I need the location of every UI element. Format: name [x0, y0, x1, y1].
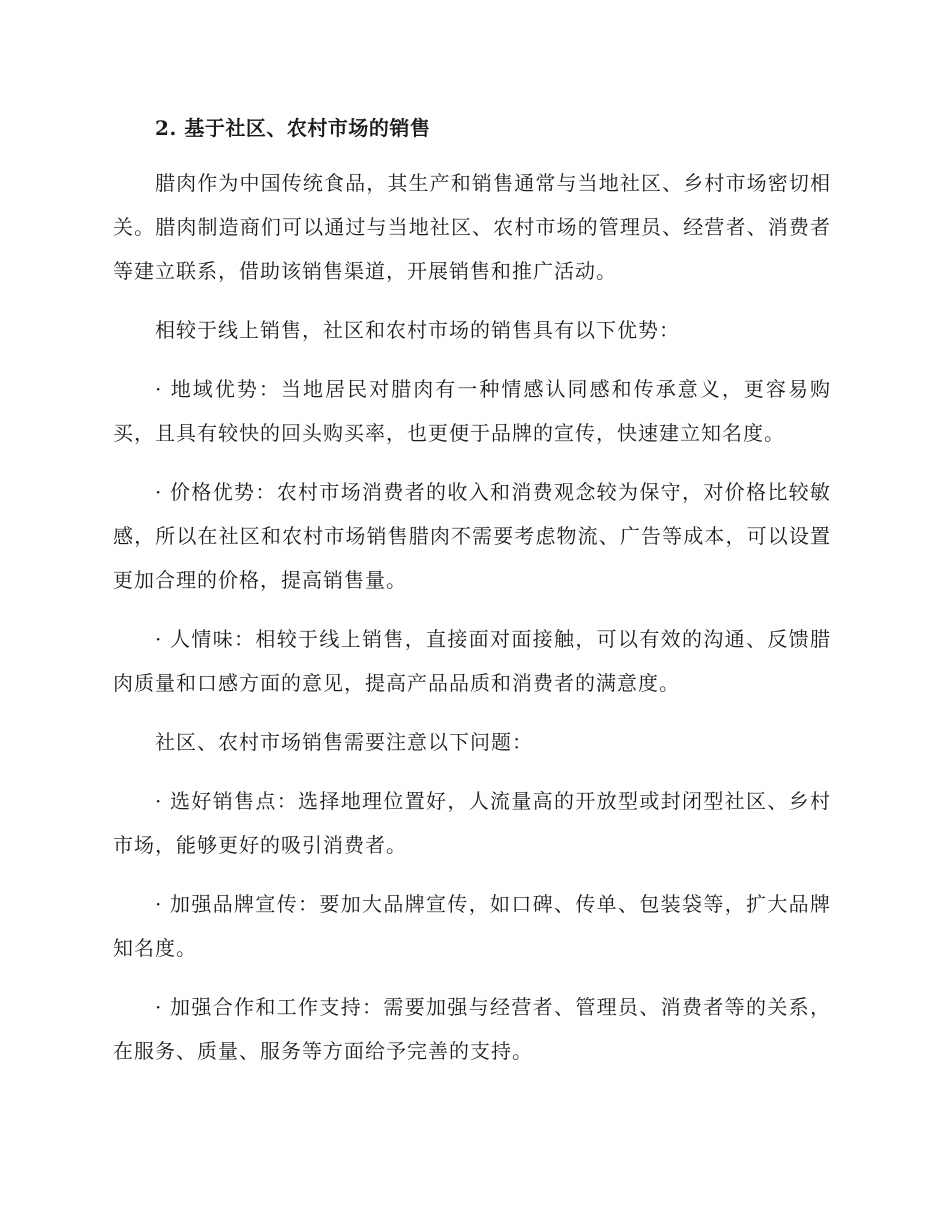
issue-brand-promotion: · 加强品牌宣传：要加大品牌宣传，如口碑、传单、包装袋等，扩大品牌知名度。: [113, 892, 831, 960]
document-body: [113, 113, 831, 1088]
section-heading: 2. 基于社区、农村市场的销售: [155, 116, 431, 140]
issues-intro: 社区、农村市场销售需要注意以下问题：: [155, 730, 533, 754]
advantages-intro: 相较于线上销售，社区和农村市场的销售具有以下优势：: [155, 318, 680, 342]
issue-sales-location: · 选好销售点：选择地理位置好，人流量高的开放型或封闭型社区、乡村市场，能够更好的吸引消费者。: [113, 789, 831, 857]
advantage-regional: · 地域优势：当地居民对腊肉有一种情感认同感和传承意义，更容易购买，且具有较快的回头购买率，也更便于品牌的宣传，快速建立知名度。: [113, 377, 831, 445]
advantage-personal-touch: · 人情味：相较于线上销售，直接面对面接触，可以有效的沟通、反馈腊肉质量和口感方面的意见，提高产品品质和消费者的满意度。: [113, 627, 831, 695]
intro-paragraph: 腊肉作为中国传统食品，其生产和销售通常与当地社区、乡村市场密切相关。腊肉制造商们可以通过与当地社区、农村市场的管理员、经营者、消费者等建立联系，借助该销售渠道，开展销售和推广活动。: [113, 171, 831, 283]
advantage-price: · 价格优势：农村市场消费者的收入和消费观念较为保守，对价格比较敏感，所以在社区和农村市场销售腊肉不需要考虑物流、广告等成本，可以设置更加合理的价格，提高销售量。: [113, 480, 831, 592]
issue-cooperation-support: · 加强合作和工作支持：需要加强与经营者、管理员、消费者等的关系，在服务、质量、服务等方面给予完善的支持。: [113, 995, 831, 1063]
